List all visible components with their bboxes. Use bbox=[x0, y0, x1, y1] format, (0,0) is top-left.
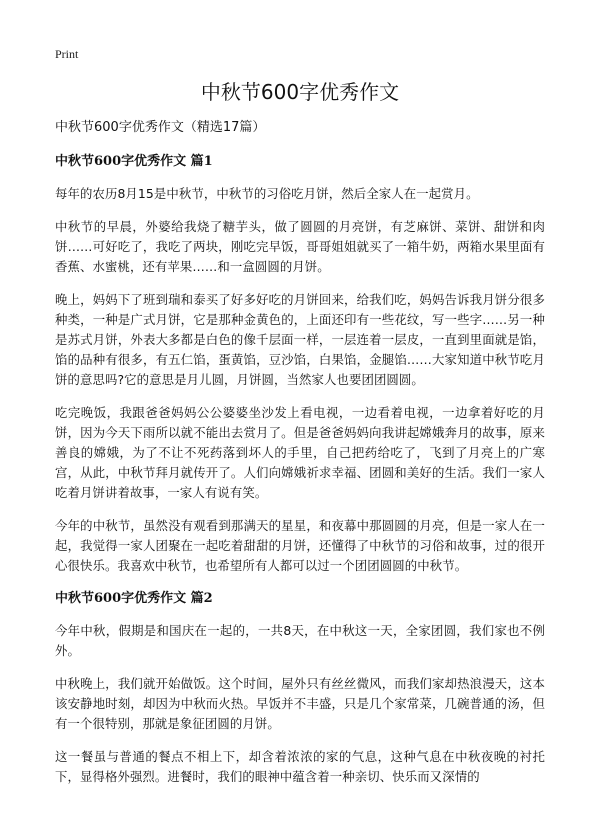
page-title: 中秋节600字优秀作文 bbox=[200, 80, 400, 104]
paragraph: 今年中秋，假期是和国庆在一起的，一共8天，在中秋这一天，全家团圆，我们家也不例外。 bbox=[55, 623, 545, 658]
section-heading-1: 中秋节600字优秀作文 篇1 bbox=[55, 154, 213, 169]
print-link[interactable]: Print bbox=[55, 47, 79, 61]
paragraph: 这一餐虽与普通的餐点不相上下，却含着浓浓的家的气息，这种气息在中秋夜晚的衬托下，显得格外强烈。进餐时，我们的眼神中蕴含着一种亲切、快乐而又深情的 bbox=[55, 749, 545, 784]
paragraph: 吃完晚饭，我跟爸爸妈妈公公婆婆坐沙发上看电视，一边看着电视，一边拿着好吃的月饼，因为今天下雨所以就不能出去赏月了。但是爸爸妈妈向我讲起嫦娥奔月的故事，原来善良的嫦娥，为了不让不死药落到坏人的手里，自己把药给吃了，飞到了月亮上的广寒宫，从此，中秋节拜月就传开了。人们向嫦娥祈求幸福、团圆和美好的生活。我们一家人吃着月饼讲着故事，一家人有说有笑。 bbox=[55, 405, 545, 500]
paragraph: 晚上，妈妈下了班到瑞和泰买了好多好吃的月饼回来，给我们吃，妈妈告诉我月饼分很多种类，一种是广式月饼，它是那种金黄色的，上面还印有一些花纹，写一些字……另一种是苏式月饼，外表大多都是白色的像千层面一样，一层连着一层皮，一直到里面就是馅，馅的品种有很多，有五仁馅，蛋黄馅，豆沙馅，白果馅，金腿馅……大家知道中秋节吃月饼的意思吗?它的意思是月儿圆，月饼圆，当然家人也要团团圆圆。 bbox=[55, 292, 545, 387]
paragraph: 今年的中秋节，虽然没有观看到那满天的星星，和夜幕中那圆圆的月亮，但是一家人在一起，我觉得一家人团聚在一起吃着甜甜的月饼，还懂得了中秋节的习俗和故事，过的很开心很快乐。我喜欢中秋节，也希望所有人都可以过一个团团圆圆的中秋节。 bbox=[55, 518, 545, 573]
paragraph: 每年的农历8月15是中秋节，中秋节的习俗吃月饼，然后全家人在一起赏月。 bbox=[55, 186, 479, 201]
section-heading-2: 中秋节600字优秀作文 篇2 bbox=[55, 591, 213, 606]
article-subtitle: 中秋节600字优秀作文（精选17篇） bbox=[55, 120, 266, 135]
article-body bbox=[55, 118, 545, 800]
paragraph: 中秋节的早晨，外婆给我烧了糖芋头，做了圆圆的月亮饼，有芝麻饼、菜饼、甜饼和肉饼……可好吃了，我吃了两块，刚吃完早饭，哥哥姐姐就买了一箱牛奶，两箱水果里面有香蕉、水蜜桃，还有苹果……和一盒圆圆的月饼。 bbox=[55, 219, 545, 274]
paragraph: 中秋晚上，我们就开始做饭。这个时间，屋外只有丝丝微风，而我们家却热浪漫天，这本该安静地时刻，却因为中秋而火热。早饭并不丰盛，只是几个家常菜，几碗普通的汤，但有一个很特别，那就是象征团圆的月饼。 bbox=[55, 676, 545, 731]
